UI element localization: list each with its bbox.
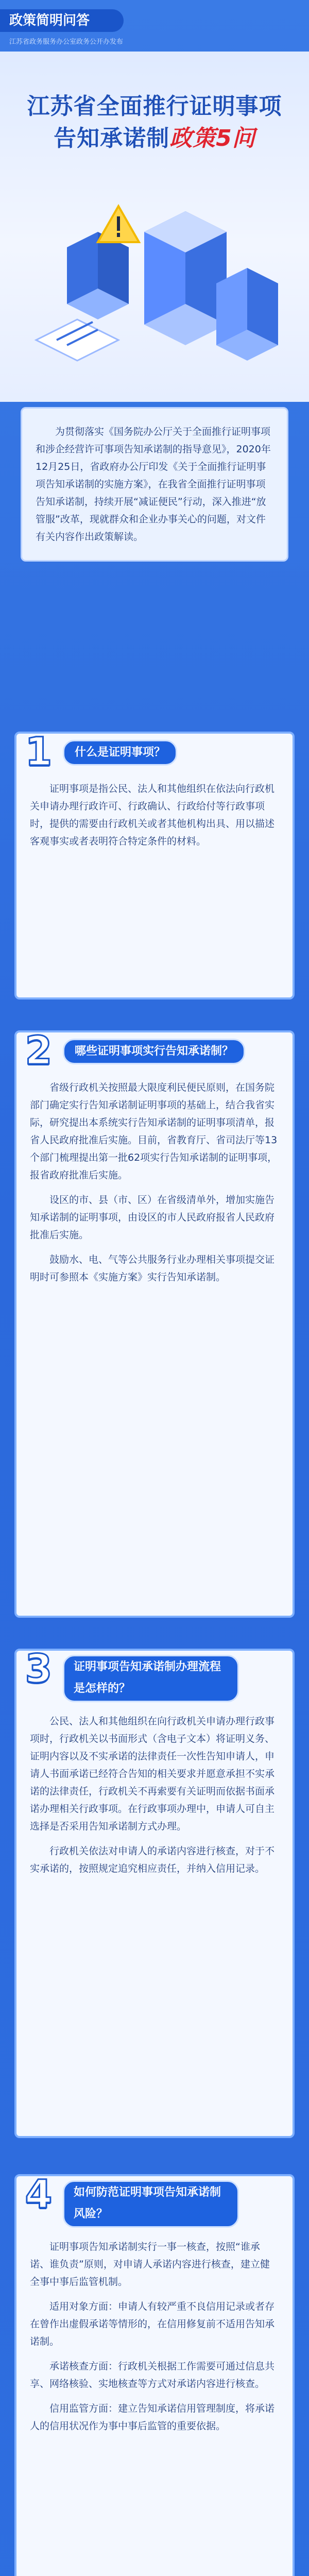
answer-body: [30, 780, 279, 857]
answer-paragraph: 行政机关依法对申请人的承诺内容进行核查，对于不实承诺的，按照规定追究相应责任，并纳入信用记录。: [30, 1845, 275, 1874]
title-accent: 政策5问: [169, 125, 255, 151]
question-title: 什么是证明事项？: [63, 740, 177, 766]
question-number: 2: [25, 1027, 53, 1073]
answer-paragraph: 公民、法人和其他组织在向行政机关申请办理行政事项时，行政机关以书面形式（含电子文本）将证明义务、证明内容以及不实承诺的法律责任一次性告知申请人，申请人书面承诺已经符合告知的相关要求并愿意承担不实承诺的法律责任，行政机关不再索要有关证明而依据书面承诺办理相关行政事项。在行政事项办理中，申请人可自主选择是否采用告知承诺制方式办理。: [30, 1716, 275, 1832]
title-main: 告知承诺制: [54, 125, 170, 151]
qa-card-3: [14, 1646, 295, 2138]
intro-paragraph: 为贯彻落实《国务院办公厅关于全面推行证明事项和涉企经营许可事项告知承诺制的指导意见》，2020年12月25日，省政府办公厅印发《关于全面推行证明事项告知承诺制的实施方案》，在我省全面推行证明事项告知承诺制，持续开展“减证便民”行动，深入推进“放管服”改革，现就群众和企业办事关心的问题，对文件有关内容作出政策解读。: [21, 407, 288, 562]
qa-card-1: [14, 728, 295, 999]
answer-paragraph: 设区的市、县（市、区）在省级清单外，增加实施告知承诺制的证明事项，由设区的市人民政府报省人民政府批准后实施。: [30, 1194, 275, 1241]
answer-paragraph: 证明事项告知承诺制实行一事一核查，按照“谁承诺、谁负责”原则，对申请人承诺内容进行核查，建立健全事中事后监管机制。: [30, 2241, 270, 2287]
answer-paragraph: 证明事项是指公民、法人和其他组织在依法向行政机关申请办理行政许可、行政确认、行政给付等行政事项时，提供的需要由行政机关或者其他机构出具、用以描述客观事实或者表明符合特定条件的材料。: [30, 783, 275, 847]
answer-paragraph: 适用对象方面：申请人有较严重不良信用记录或者存在曾作出虚假承诺等情形的，在信用修复前不适用告知承诺制。: [30, 2301, 275, 2347]
question-title: 如何防范证明事项告知承诺制风险？: [63, 2180, 239, 2228]
page-title-line2: [15, 120, 294, 152]
building-3-icon: [216, 268, 278, 361]
question-number: 4: [25, 2171, 53, 2217]
answer-paragraph: 信用监管方面：建立告知承诺信用管理制度，将承诺人的信用状况作为事中事后监管的重要依据。: [30, 2403, 275, 2432]
building-1-icon: [67, 232, 129, 319]
answer-body: [30, 2238, 279, 2442]
answer-paragraph: 省级行政机关按照最大限度利民便民原则，在国务院部门确定实行告知承诺制证明事项的基础上，结合我省实际，研究提出本系统实行告知承诺制的证明事项清单，报省人民政府批准后实施。目前，省教育厅、省司法厅等13个部门梳理提出第一批62项实行告知承诺制的证明事项，报省政府批准后实施。: [30, 1082, 278, 1181]
answer-paragraph: 鼓励水、电、气等公共服务行业办理相关事项提交证明时可参照本《实施方案》实行告知承诺制。: [30, 1254, 275, 1283]
issuer-text: 江苏省政务服务办公室政务公开办发布: [9, 38, 124, 46]
question-title: 哪些证明事项实行告知承诺制？: [63, 1039, 245, 1064]
policy-qa-tag: 政策简明问答: [0, 9, 124, 32]
hero-banner: [0, 52, 309, 402]
question-number: 3: [25, 1646, 53, 1691]
qa-card-4: [14, 2171, 295, 2576]
isometric-city-illustration: [21, 170, 288, 386]
qa-card-2: [14, 1027, 295, 1618]
answer-body: [30, 1713, 279, 1885]
question-number: 1: [25, 728, 53, 774]
warning-sign-icon: [98, 206, 139, 242]
question-title: 证明事项告知承诺制办理流程是怎样的？: [63, 1655, 239, 1702]
answer-paragraph: 承诺核查方面：行政机关根据工作需要可通过信息共享、网络核验、实地核查等方式对承诺内容进行核查。: [30, 2361, 275, 2389]
page-title-line1: 江苏省全面推行证明事项: [27, 93, 282, 120]
document-icon: [36, 319, 118, 361]
building-2-icon: [144, 211, 227, 345]
answer-body: [30, 1079, 279, 1293]
